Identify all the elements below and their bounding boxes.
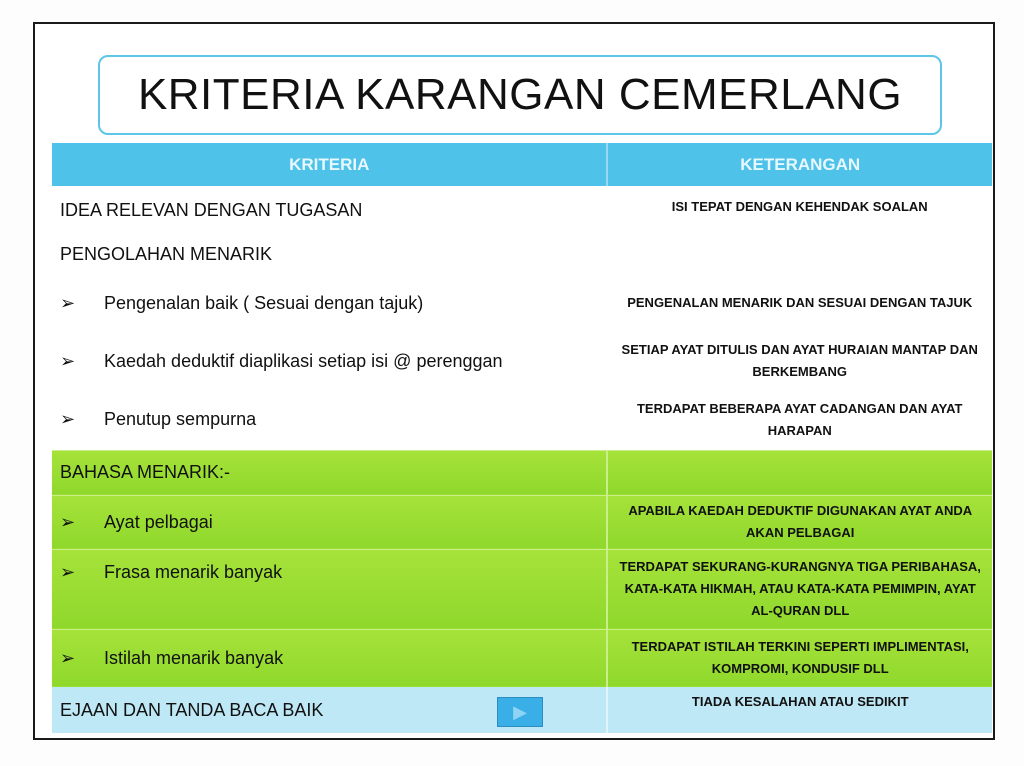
keterangan-cell: TIADA KESALAHAN ATAU SEDIKIT bbox=[607, 687, 992, 733]
keterangan-cell: PENGENALAN MENARIK DAN SESUAI DENGAN TAJUK bbox=[607, 274, 992, 332]
kriteria-cell bbox=[52, 332, 607, 390]
kriteria-cell: IDEA RELEVAN DENGAN TUGASAN bbox=[52, 186, 607, 234]
play-icon[interactable]: ▶ bbox=[497, 697, 543, 727]
table-row bbox=[52, 549, 992, 629]
keterangan-cell bbox=[607, 450, 992, 495]
criteria-table bbox=[52, 143, 992, 733]
table-row bbox=[52, 332, 992, 390]
bullet-arrow-icon: ➢ bbox=[60, 647, 76, 668]
slide-title: KRITERIA KARANGAN CEMERLANG bbox=[137, 70, 903, 119]
kriteria-cell bbox=[52, 390, 607, 450]
kriteria-cell bbox=[52, 629, 607, 687]
title-box bbox=[98, 55, 942, 135]
kriteria-cell bbox=[52, 274, 607, 332]
bullet-arrow-icon: ➢ bbox=[60, 292, 76, 313]
keterangan-cell: TERDAPAT BEBERAPA AYAT CADANGAN DAN AYAT HARAPAN bbox=[607, 390, 992, 450]
table-row bbox=[52, 450, 992, 495]
keterangan-cell: ISI TEPAT DENGAN KEHENDAK SOALAN bbox=[607, 186, 992, 234]
header-keterangan: KETERANGAN bbox=[607, 143, 992, 186]
kriteria-cell bbox=[52, 495, 607, 549]
kriteria-cell: PENGOLAHAN MENARIK bbox=[52, 234, 607, 274]
table-header bbox=[52, 143, 992, 186]
bullet-arrow-icon: ➢ bbox=[60, 561, 76, 582]
keterangan-cell: SETIAP AYAT DITULIS DAN AYAT HURAIAN MANTAP DAN BERKEMBANG bbox=[607, 332, 992, 390]
kriteria-text: Frasa menarik banyak bbox=[104, 561, 283, 582]
bullet-arrow-icon: ➢ bbox=[60, 409, 76, 430]
kriteria-cell bbox=[52, 549, 607, 629]
table-row bbox=[52, 390, 992, 450]
table-row bbox=[52, 234, 992, 274]
keterangan-cell: TERDAPAT ISTILAH TERKINI SEPERTI IMPLIMENTASI, KOMPROMI, KONDUSIF DLL bbox=[607, 629, 992, 687]
keterangan-cell bbox=[607, 234, 992, 274]
table-row bbox=[52, 495, 992, 549]
kriteria-cell: EJAAN DAN TANDA BACA BAIK bbox=[52, 687, 607, 733]
header-kriteria: KRITERIA bbox=[52, 143, 607, 186]
table-row bbox=[52, 186, 992, 234]
bullet-arrow-icon: ➢ bbox=[60, 350, 76, 371]
table-row bbox=[52, 274, 992, 332]
kriteria-text: Kaedah deduktif diaplikasi setiap isi @ perenggan bbox=[104, 350, 503, 371]
keterangan-cell: TERDAPAT SEKURANG-KURANGNYA TIGA PERIBAHASA, KATA-KATA HIKMAH, ATAU KATA-KATA PEMIMPIN, AYAT AL-QURAN DLL bbox=[607, 549, 992, 629]
bullet-arrow-icon: ➢ bbox=[60, 511, 76, 532]
kriteria-text: Istilah menarik banyak bbox=[104, 647, 284, 668]
table-row bbox=[52, 629, 992, 687]
kriteria-cell: BAHASA MENARIK:- bbox=[52, 450, 607, 495]
kriteria-text: Pengenalan baik ( Sesuai dengan tajuk) bbox=[104, 292, 424, 313]
kriteria-text: Penutup sempurna bbox=[104, 409, 257, 430]
keterangan-cell: APABILA KAEDAH DEDUKTIF DIGUNAKAN AYAT ANDA AKAN PELBAGAI bbox=[607, 495, 992, 549]
kriteria-text: Ayat pelbagai bbox=[104, 511, 213, 532]
